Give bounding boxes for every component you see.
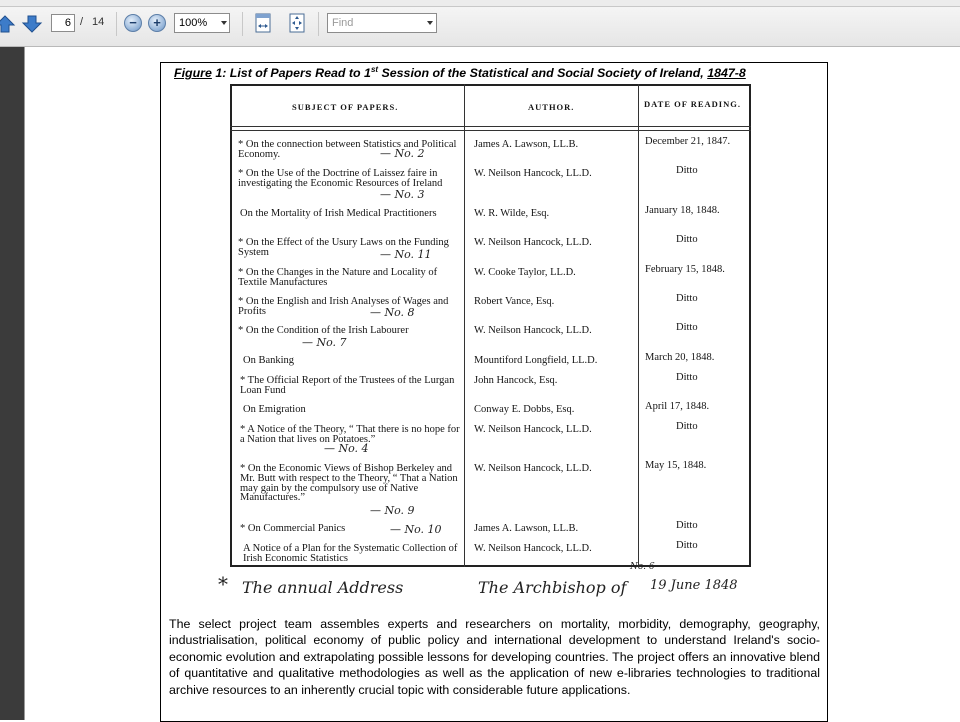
previous-page-button[interactable]	[0, 13, 16, 35]
fit-page-button[interactable]	[286, 12, 308, 34]
table-row-author: W. Neilson Hancock, LL.D.	[474, 424, 592, 435]
table-row-date: Ditto	[676, 293, 698, 304]
header-date: DATE OF READING.	[644, 99, 741, 109]
find-placeholder: Find	[332, 17, 354, 29]
table-row-date: Ditto	[676, 165, 698, 176]
zoom-in-button[interactable]	[148, 14, 166, 32]
table-row-date: Ditto	[676, 322, 698, 333]
table-row-author: W. R. Wilde, Esq.	[474, 208, 550, 219]
page-number-input[interactable]: 6	[51, 14, 75, 32]
table-row-subject: * On the Use of the Doctrine of Laissez faire in investigating the Economic Resources of Ireland	[238, 168, 443, 189]
table-row-author: W. Neilson Hancock, LL.D.	[474, 168, 592, 179]
table-row-subject: * On the Condition of the Irish Labourer	[238, 325, 409, 336]
table-row-subject: * On the connection between Statistics and Political Economy.	[238, 139, 457, 160]
chevron-down-icon	[221, 21, 227, 25]
handwritten-note: — No. 7	[302, 336, 347, 349]
handwritten-note: — No. 3	[380, 188, 425, 201]
table-row-subject: On Emigration	[243, 404, 306, 415]
table-row-subject: * The Official Report of the Trustees of the Lurgan Loan Fund	[240, 375, 455, 396]
handwritten-footer-number: No. 6	[630, 562, 655, 572]
table-row-date: January 18, 1848.	[645, 205, 720, 216]
table-row-subject: On the Mortality of Irish Medical Practitioners	[240, 208, 437, 219]
zoom-level-select[interactable]	[174, 13, 230, 33]
chevron-down-icon	[427, 21, 433, 25]
table-row-author: W. Cooke Taylor, LL.D.	[474, 267, 576, 278]
table-row-subject: * On the Effect of the Usury Laws on the Funding System	[238, 237, 449, 258]
handwritten-note: — No. 9	[370, 504, 415, 517]
table-row-date: May 15, 1848.	[645, 460, 707, 471]
handwritten-star: *	[218, 572, 228, 596]
table-row-author: Robert Vance, Esq.	[474, 296, 555, 307]
arrow-up-icon	[0, 13, 16, 35]
caption-number: 1	[211, 66, 223, 81]
handwritten-note: — No. 4	[324, 442, 369, 455]
table-row-date: Ditto	[676, 234, 698, 245]
table-row-author: W. Neilson Hancock, LL.D.	[474, 325, 592, 336]
caption-superscript: st	[370, 65, 379, 74]
toolbar-top-edge	[0, 0, 960, 7]
table-row-author: W. Neilson Hancock, LL.D.	[474, 543, 592, 554]
handwritten-note: — No. 2	[380, 147, 425, 160]
caption-text-b: Session of the Statistical and Social Society of Ireland,	[378, 66, 708, 81]
page-separator: /	[80, 16, 84, 28]
table-row-date: February 15, 1848.	[645, 264, 725, 275]
toolbar-divider	[116, 12, 117, 36]
table-row-author: W. Neilson Hancock, LL.D.	[474, 463, 592, 474]
table-row-date: Ditto	[676, 421, 698, 432]
minus-icon: −	[129, 15, 137, 30]
table-row-subject: A Notice of a Plan for the Systematic Collection of Irish Economic Statistics	[243, 543, 458, 564]
table-row-author: W. Neilson Hancock, LL.D.	[474, 237, 592, 248]
table-row-author: Conway E. Dobbs, Esq.	[474, 404, 575, 415]
navigation-pane-gutter	[0, 47, 24, 720]
find-input[interactable]	[327, 13, 437, 33]
header-divider	[230, 130, 751, 131]
caption-prefix: Figure	[174, 66, 212, 81]
figure-caption	[174, 65, 814, 80]
scanned-papers-table	[218, 84, 750, 598]
caption-text-a: : List of Papers Read to 1	[222, 66, 371, 81]
pdf-toolbar	[0, 0, 960, 47]
zoom-level-value: 100%	[179, 17, 208, 29]
fit-width-button[interactable]	[252, 12, 274, 34]
table-row-author: James A. Lawson, LL.B.	[474, 523, 579, 534]
header-author: AUTHOR.	[528, 102, 575, 112]
header-subject: SUBJECT OF PAPERS.	[292, 102, 399, 112]
handwritten-footer-author: The Archbishop of	[478, 578, 627, 597]
header-divider	[230, 126, 751, 127]
table-row-subject: On Banking	[243, 355, 295, 366]
handwritten-note: — No. 11	[380, 248, 432, 261]
handwritten-footer-subject: The annual Address	[242, 578, 404, 597]
table-row-subject: * On Commercial Panics	[240, 523, 346, 534]
table-row-date: Ditto	[676, 540, 698, 551]
plus-icon: +	[153, 15, 161, 30]
table-row-author: James A. Lawson, LL.B.	[474, 139, 579, 150]
arrow-down-icon	[21, 13, 43, 35]
table-row-subject: * On the Changes in the Nature and Locality of Textile Manufactures	[238, 267, 438, 288]
column-divider	[638, 84, 639, 567]
table-row-author: John Hancock, Esq.	[474, 375, 558, 386]
body-paragraph: The select project team assembles experts and researchers on mortality, morbidity, demography, geography, industrialisation, political economy of public policy and international development to understand Ireland's socio-economic evolution and extrapolating possible lessons for developing countries. The project offers an innovative blend of quantitative and qualitative methodologies as well as the application of new e-libraries technologies to traditional archive resources to an inherently crucial topic with considerable future applications.	[169, 617, 820, 697]
fit-width-icon	[252, 12, 274, 34]
table-row-date: December 21, 1847.	[645, 136, 731, 147]
zoom-out-button[interactable]	[124, 14, 142, 32]
table-row-subject: * On the Economic Views of Bishop Berkeley and Mr. Butt with respect to the Theory, “ That a Nation may gain by the compulsory use of Native Manufactures.”	[240, 463, 458, 504]
handwritten-note: — No. 10	[390, 523, 442, 536]
handwritten-footer-date: 19 June 1848	[650, 578, 738, 593]
table-row-date: March 20, 1848.	[645, 352, 715, 363]
table-row-date: Ditto	[676, 520, 698, 531]
table-row-subject: * On the English and Irish Analyses of Wages and Profits	[238, 296, 449, 317]
handwritten-note: — No. 8	[370, 306, 415, 319]
next-page-button[interactable]	[21, 13, 43, 35]
table-row-date: April 17, 1848.	[645, 401, 710, 412]
page-total-count: 14	[92, 16, 105, 28]
caption-year: 1847-8	[707, 66, 746, 81]
toolbar-divider	[318, 12, 319, 36]
table-row-author: Mountiford Longfield, LL.D.	[474, 355, 598, 366]
table-row-subject: * A Notice of the Theory, “ That there is no hope for a Nation that lives on Potatoes.”	[240, 424, 460, 445]
fit-page-icon	[286, 12, 308, 34]
toolbar-divider	[242, 12, 243, 36]
table-row-date: Ditto	[676, 372, 698, 383]
gutter-divider	[24, 47, 25, 720]
